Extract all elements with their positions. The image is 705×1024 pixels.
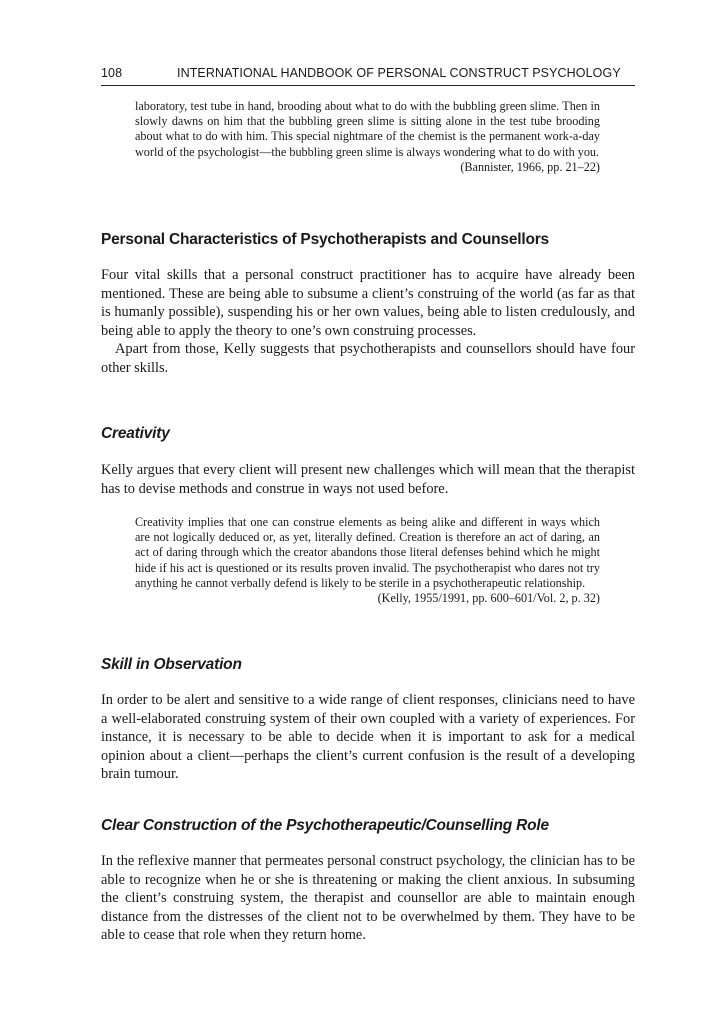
quote-text: laboratory, test tube in hand, brooding about what to do with the bubbling green slime. Then in slowly dawns on him that the bubbling green slime is sitting alone in the test tube brooding about what to do with him. This special nightmare of the chemist is the permanent work-a-day world of the psychologist—the bubbling green slime is always wondering what to do with you. — [135, 99, 600, 159]
section-heading-skill-in-observation: Skill in Observation — [101, 656, 242, 673]
quote-citation: (Bannister, 1966, pp. 21–22) — [460, 159, 600, 174]
paragraph: In order to be alert and sensitive to a wide range of client responses, clinicians need to have a well-elaborated construing system of their own coupled with a variety of experiences. For instance, it is necessary to be able to decide when it is important to ask for a medical opinion about a client—perhaps the client’s current confusion is the result of a developing brain tumour. — [101, 692, 635, 783]
section-body-creativity — [101, 461, 635, 498]
paragraph: Four vital skills that a personal construct practitioner has to acquire have already been mentioned. These are being able to subsume a client’s construing of the world (as far as that is humanly possible), suspending his or her own values, being able to listen credulously, and being able to apply the theory to one’s own construing processes. — [101, 267, 635, 339]
section-heading-clear-construction: Clear Construction of the Psychotherapeutic/Counselling Role — [101, 817, 549, 834]
running-header — [101, 66, 635, 86]
section-body-personal-characteristics — [101, 266, 635, 378]
paragraph: Apart from those, Kelly suggests that psychotherapists and counsellors should have four other skills. — [101, 341, 635, 376]
block-quote-kelly — [135, 515, 600, 606]
quote-citation: (Kelly, 1955/1991, pp. 600–601/Vol. 2, p. 32) — [377, 591, 600, 606]
section-body-clear-construction — [101, 852, 635, 945]
paragraph: Kelly argues that every client will present new challenges which will mean that the therapist has to devise methods and construe in ways not used before. — [101, 462, 635, 497]
section-heading-personal-characteristics: Personal Characteristics of Psychotherapists and Counsellors — [101, 231, 549, 248]
quote-text: Creativity implies that one can construe elements as being alike and different in ways which are not logically deduced or, as yet, literally defined. Creation is therefore an act of daring, an act of daring through which the creator abandons those literal defenses behind which he might hide if his act is questioned or its results proven invalid. The psychotherapist who dares not try anything he cannot verbally defend is likely to be sterile in a psychotherapeutic relationship. — [135, 515, 600, 590]
page-number: 108 — [101, 66, 123, 80]
section-heading-creativity: Creativity — [101, 425, 170, 442]
section-body-skill-in-observation — [101, 691, 635, 784]
running-title: INTERNATIONAL HANDBOOK OF PERSONAL CONSTRUCT PSYCHOLOGY — [177, 66, 621, 80]
paragraph: In the reflexive manner that permeates personal construct psychology, the clinician has to be able to recognize when he or she is threatening or making the client anxious. In subsuming the client’s construing system, the therapist and counsellor are able to maintain enough distance from the distresses of the client not to be overwhelmed by them. They have to be able to cease that role when they return home. — [101, 853, 635, 944]
block-quote-bannister — [135, 99, 600, 175]
